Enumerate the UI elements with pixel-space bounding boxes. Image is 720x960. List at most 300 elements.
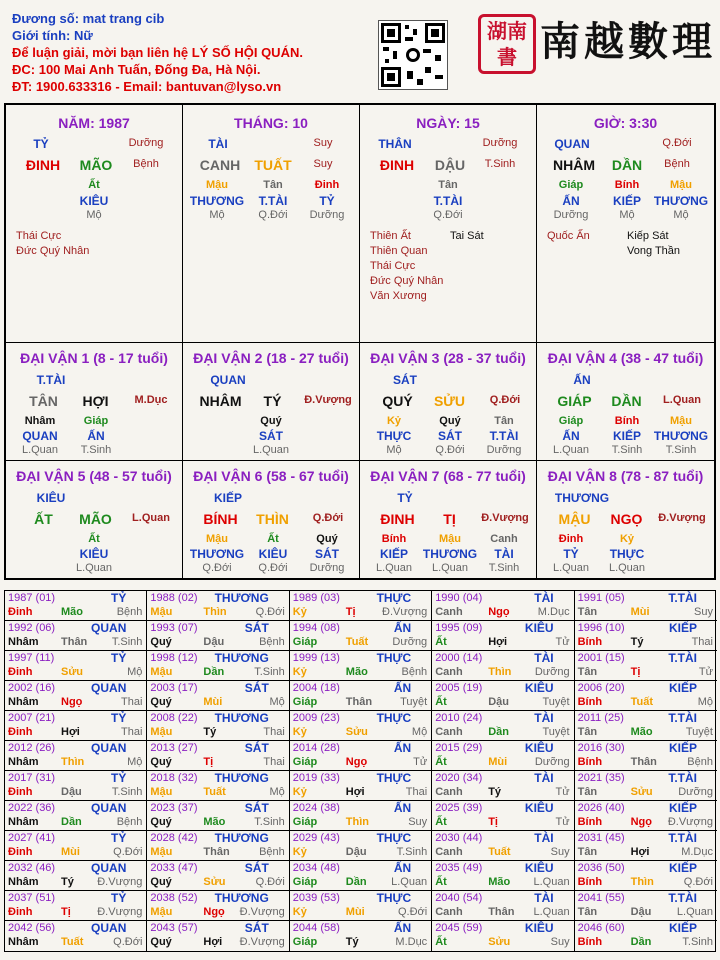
year-branch: Sửu: [488, 936, 511, 948]
dai-van-8: [537, 461, 714, 579]
year-branch: Thân: [488, 906, 515, 918]
note-item: Thiên Ất: [370, 230, 411, 242]
pillar-top-stage: Dưỡng: [482, 137, 518, 149]
year-label: 1999 (13): [292, 652, 340, 664]
year-cell: [147, 861, 289, 891]
year-stage: Mộ: [269, 696, 285, 708]
year-branch: Mão: [203, 816, 226, 828]
pillar-status: Suy: [313, 158, 333, 170]
year-branch: Dần: [61, 816, 82, 828]
dai-van-title: ĐẠI VẬN 2 (18 - 27 tuổi): [193, 350, 349, 366]
year-cell: [5, 801, 147, 831]
year-cell: [290, 771, 432, 801]
year-stage: Q.Đới: [255, 876, 285, 888]
note-item: Thái Cực: [16, 230, 62, 242]
year-stage: Q.Đới: [397, 906, 428, 918]
note-item: Quốc Ấn: [547, 230, 590, 242]
year-stem: Mậu: [150, 786, 173, 798]
year-cell: [5, 651, 147, 681]
qr-code-icon[interactable]: [378, 20, 448, 90]
note-item: Kiếp Sát: [627, 230, 669, 242]
hidden-stage: L.Quan: [75, 562, 113, 574]
year-god: KIẾP: [668, 801, 697, 815]
year-stage: Mộ: [127, 666, 143, 678]
year-stage: Suy: [550, 846, 570, 858]
year-label: 1992 (06): [8, 622, 56, 634]
header-info: [12, 10, 303, 95]
year-label: 2031 (45): [577, 832, 625, 844]
year-stage: Suy: [408, 816, 428, 828]
hidden-stage: Q.Đới: [258, 562, 288, 574]
year-god: TÀI: [534, 831, 554, 845]
year-stem: Tân: [577, 666, 598, 678]
year-stage: Tuyệt: [542, 726, 570, 738]
year-stem: Mậu: [150, 606, 173, 618]
year-stem: Kỷ: [292, 606, 307, 618]
year-stem: Tân: [577, 906, 598, 918]
year-stem: Canh: [435, 786, 463, 798]
year-branch: Thân: [61, 636, 88, 648]
year-god: KIÊU: [524, 741, 554, 755]
hidden-god: T.TÀI: [433, 194, 463, 208]
year-cell: [575, 621, 717, 651]
hidden-stem: Tân: [494, 415, 514, 427]
year-branch: Thìn: [488, 666, 512, 678]
year-label: 1996 (10): [577, 622, 625, 634]
hidden-god: THƯƠNG: [653, 194, 709, 208]
year-branch: Dậu: [345, 846, 367, 858]
year-stem: Giáp: [292, 636, 318, 648]
year-stem: Đinh: [8, 726, 33, 738]
dai-van-branch: MÃO: [79, 511, 112, 527]
hidden-god: SÁT: [438, 429, 462, 443]
year-stem: Giáp: [292, 756, 318, 768]
year-label: 2028 (42): [150, 832, 198, 844]
pillar-top-god: QUAN: [554, 137, 590, 151]
hidden-stem: Mậu: [206, 533, 228, 545]
year-stem: Giáp: [292, 936, 318, 948]
hidden-stem: Đinh: [558, 533, 584, 545]
hidden-stage: L.Quan: [608, 562, 646, 574]
year-branch: Tuất: [203, 786, 226, 798]
year-god: TÀI: [534, 591, 554, 605]
year-stem: Ất: [435, 636, 447, 648]
year-cell: [432, 621, 574, 651]
year-cell: [147, 591, 289, 621]
hidden-stem: Mậu: [206, 179, 228, 191]
year-label: 2015 (29): [435, 742, 483, 754]
year-god: KIẾP: [668, 621, 697, 635]
hidden-god: THƯƠNG: [422, 547, 478, 561]
year-stem: Tân: [577, 846, 598, 858]
year-cell: [290, 831, 432, 861]
year-stage: Tuyệt: [400, 696, 428, 708]
dai-van-god: THƯƠNG: [554, 491, 610, 505]
year-stem: Mậu: [150, 726, 173, 738]
address-line: ĐC: 100 Mai Anh Tuấn, Đống Đa, Hà Nội.: [12, 62, 261, 77]
year-stem: Nhâm: [8, 816, 39, 828]
year-branch: Tý: [61, 876, 74, 888]
year-branch: Mùi: [203, 696, 223, 708]
dai-van-title: ĐẠI VẬN 8 (78 - 87 tuổi): [547, 468, 704, 484]
hidden-god: ẤN: [87, 429, 105, 443]
year-branch: Mão: [61, 606, 83, 618]
year-cell: [432, 861, 574, 891]
year-branch: Sửu: [630, 786, 653, 798]
year-cell: [290, 891, 432, 921]
pillar-notes: [16, 229, 89, 259]
year-god: QUAN: [91, 861, 127, 875]
year-god: ẤN: [393, 921, 412, 935]
year-god: TỶ: [111, 771, 127, 785]
hidden-god: KIẾP: [379, 547, 408, 561]
year-stem: Nhâm: [8, 936, 39, 948]
hidden-god: THƯƠNG: [189, 194, 245, 208]
year-god: ẤN: [393, 861, 412, 875]
dai-van-branch: THÌN: [256, 511, 289, 527]
year-stage: Mộ: [269, 786, 285, 798]
hidden-stem: Mậu: [670, 179, 692, 191]
year-branch: Sửu: [203, 876, 226, 888]
year-god: TÀI: [534, 711, 554, 725]
year-cell: [575, 771, 717, 801]
pillar-3: [360, 105, 537, 343]
year-cell: [5, 891, 147, 921]
dai-van-status: Đ.Vượng: [658, 512, 706, 524]
dai-van-god: KIẾP: [213, 491, 242, 505]
year-branch: Dậu: [630, 906, 652, 918]
year-stage: Thai: [263, 756, 285, 768]
brand-logo: 南越數理: [540, 18, 716, 65]
hidden-stage: L.Quan: [431, 562, 469, 574]
year-stage: Q.Đới: [113, 846, 143, 858]
dai-van-stem: ĐINH: [380, 511, 415, 527]
hidden-stage: Q.Đới: [202, 562, 232, 574]
year-stage: T.Sinh: [111, 786, 143, 798]
hidden-stage: T.Sinh: [665, 444, 697, 456]
hidden-stem: Ất: [88, 179, 100, 191]
hidden-stage: Mộ: [619, 209, 635, 221]
year-label: 2008 (22): [150, 712, 198, 724]
year-stage: Đ.Vượng: [97, 906, 143, 918]
year-label: 2017 (31): [8, 772, 56, 784]
year-branch: Tý: [630, 636, 644, 648]
year-cell: [432, 771, 574, 801]
year-label: 2043 (57): [150, 922, 198, 934]
year-stem: Ất: [435, 756, 447, 768]
year-stage: Thai: [120, 696, 143, 708]
year-god: ẤN: [393, 681, 412, 695]
year-stage: L.Quan: [676, 906, 713, 918]
hidden-stage: L.Quan: [21, 444, 59, 456]
year-god: THƯƠNG: [214, 591, 269, 605]
hidden-stage: Q.Đới: [258, 209, 288, 221]
pillar-notes: [547, 229, 590, 244]
year-stage: Mộ: [411, 726, 428, 738]
year-cell: [5, 591, 147, 621]
year-cell: [290, 591, 432, 621]
year-stem: Kỷ: [292, 666, 307, 678]
pillar-title: GIỜ: 3:30: [593, 115, 658, 131]
year-cell: [575, 921, 717, 951]
year-label: 2013 (27): [150, 742, 198, 754]
year-branch: Tý: [345, 936, 359, 948]
note-item: Đức Quý Nhân: [370, 275, 444, 287]
year-god: TÀI: [534, 891, 554, 905]
hidden-stem: Quý: [260, 415, 282, 427]
year-stage: T.Sinh: [111, 636, 143, 648]
year-branch: Thân: [345, 696, 373, 708]
year-stage: L.Quan: [391, 876, 428, 888]
dai-van-2: [183, 343, 360, 461]
year-branch: Thìn: [61, 756, 85, 768]
hidden-stem: Giáp: [83, 415, 109, 427]
year-branch: Dậu: [488, 696, 509, 708]
dai-van-god: TỶ: [397, 491, 413, 505]
year-cell: [147, 921, 289, 951]
year-branch: Thìn: [345, 816, 370, 828]
dai-van-status: L.Quan: [132, 512, 170, 524]
year-label: 2024 (38): [292, 802, 340, 814]
hidden-stage: Q.Đới: [433, 209, 463, 221]
year-branch: Dần: [345, 876, 367, 888]
hidden-stage: Dưỡng: [309, 562, 345, 574]
year-branch: Dậu: [203, 636, 225, 648]
year-label: 2034 (48): [292, 862, 340, 874]
pillar-top-stage: Dưỡng: [128, 137, 164, 149]
year-stage: Tử: [555, 636, 570, 648]
year-label: 2025 (39): [435, 802, 483, 814]
note-item: Tai Sát: [450, 230, 484, 242]
year-stage: Đ.Vượng: [239, 936, 285, 948]
hidden-god: KIẾP: [612, 194, 641, 208]
year-god: T.TÀI: [668, 711, 697, 725]
year-stem: Giáp: [292, 816, 318, 828]
year-stage: M.Dục: [681, 846, 713, 858]
year-stage: Tuyệt: [685, 726, 713, 738]
hidden-stem: Kỷ: [619, 533, 635, 545]
year-stem: Bính: [577, 696, 603, 708]
year-god: QUAN: [91, 621, 127, 635]
year-stage: Q.Đới: [255, 606, 285, 618]
year-label: 2039 (53): [292, 892, 340, 904]
hidden-god: ẤN: [562, 429, 580, 443]
year-stage: Bệnh: [687, 756, 713, 768]
hidden-stage: L.Quan: [252, 444, 290, 456]
hidden-god: KIẾP: [612, 429, 641, 443]
hidden-stem: Canh: [490, 533, 518, 545]
hidden-stem: Tân: [263, 179, 283, 191]
year-label: 2021 (35): [577, 772, 625, 784]
note-item: Vong Thần: [627, 245, 681, 257]
pillar-4: [537, 105, 714, 343]
year-branch: Tị: [61, 906, 71, 918]
year-stage: T.Sinh: [254, 666, 285, 678]
year-god: THƯƠNG: [214, 651, 269, 665]
hidden-god: T.TÀI: [258, 194, 288, 208]
year-stage: Bệnh: [116, 606, 143, 618]
year-cell: [290, 741, 432, 771]
year-stem: Bính: [577, 816, 603, 828]
year-stage: Tử: [413, 756, 428, 768]
year-god: KIÊU: [524, 861, 554, 875]
year-branch: Dần: [630, 936, 652, 948]
year-god: KIÊU: [524, 921, 554, 935]
hidden-stem: Nhâm: [24, 415, 56, 427]
year-stage: Đ.Vượng: [239, 906, 285, 918]
year-god: TỶ: [111, 591, 127, 605]
year-cell: [147, 741, 289, 771]
year-branch: Ngọ: [488, 606, 510, 618]
dai-van-god: QUAN: [210, 373, 246, 387]
year-label: 2006 (20): [577, 682, 625, 694]
year-stem: Đinh: [8, 786, 33, 798]
year-stem: Ất: [435, 936, 447, 948]
dai-van-branch: TÝ: [263, 393, 282, 409]
dai-van-6: [183, 461, 360, 579]
year-cell: [575, 591, 717, 621]
hidden-god: THỰC: [376, 429, 412, 443]
year-stage: Mộ: [697, 696, 713, 708]
year-branch: Tý: [203, 726, 217, 738]
year-stage: Suy: [550, 936, 570, 948]
year-branch: Mùi: [630, 606, 650, 618]
year-god: QUAN: [91, 681, 127, 695]
year-cell: [290, 921, 432, 951]
pillar-branch: TUẤT: [254, 157, 292, 173]
year-god: TỶ: [111, 831, 127, 845]
year-branch: Mùi: [345, 906, 365, 918]
year-stage: Q.Đới: [683, 876, 713, 888]
year-label: 2037 (51): [8, 892, 56, 904]
year-cell: [432, 591, 574, 621]
year-stage: Bệnh: [401, 666, 428, 678]
pillar-title: NGÀY: 15: [416, 115, 480, 131]
pillar-stem: ĐINH: [379, 157, 415, 173]
dai-van-branch: DẦN: [611, 393, 642, 409]
hidden-god: KIÊU: [258, 547, 288, 561]
year-cell: [290, 801, 432, 831]
year-label: 1997 (11): [8, 652, 55, 664]
year-label: 2040 (54): [435, 892, 483, 904]
hidden-stem: Bính: [381, 533, 407, 545]
hidden-god: KIÊU: [79, 194, 109, 208]
year-label: 1994 (08): [292, 622, 340, 634]
year-label: 1995 (09): [435, 622, 483, 634]
hidden-stage: T.Sinh: [488, 562, 520, 574]
hidden-stem: Kỷ: [386, 415, 402, 427]
year-stem: Canh: [435, 606, 463, 618]
pillar-status: Bệnh: [664, 158, 690, 170]
year-label: 2022 (36): [8, 802, 56, 814]
year-stem: Đinh: [8, 606, 33, 618]
year-stem: Đinh: [8, 846, 33, 858]
year-label: 2033 (47): [150, 862, 198, 874]
year-god: KIẾP: [668, 921, 697, 935]
year-cell: [147, 801, 289, 831]
year-stage: Dưỡng: [534, 666, 570, 678]
year-label: 2007 (21): [8, 712, 56, 724]
year-label: 1988 (02): [150, 592, 198, 604]
year-stage: Thai: [691, 636, 713, 648]
year-stem: Kỷ: [292, 786, 307, 798]
note-item: Thiên Quan: [370, 245, 428, 257]
year-branch: Mùi: [488, 756, 508, 768]
hidden-stage: Dưỡng: [486, 444, 522, 456]
hidden-stem: Bính: [614, 415, 640, 427]
year-branch: Thìn: [630, 876, 654, 888]
year-label: 2042 (56): [8, 922, 56, 934]
year-label: 2003 (17): [150, 682, 198, 694]
year-stem: Nhâm: [8, 876, 39, 888]
pillar-notes: [370, 229, 443, 304]
year-stem: Bính: [577, 876, 603, 888]
year-god: TÀI: [534, 651, 554, 665]
year-label: 2011 (25): [577, 712, 624, 724]
year-god: KIÊU: [524, 681, 554, 695]
year-stage: Mộ: [127, 756, 143, 768]
pillar-branch: DẬU: [434, 157, 466, 173]
pillar-notes-2: [627, 229, 680, 259]
dai-van-god: SÁT: [393, 373, 417, 387]
dai-van-status: Q.Đới: [312, 512, 344, 524]
year-cell: [5, 831, 147, 861]
hidden-god: KIÊU: [79, 547, 109, 561]
year-stem: Mậu: [150, 666, 173, 678]
hidden-stage: Mộ: [386, 444, 402, 456]
year-label: 2012 (26): [8, 742, 56, 754]
pillar-top-god: TỶ: [33, 137, 49, 151]
dai-van-title: ĐẠI VẬN 4 (38 - 47 tuổi): [547, 350, 704, 366]
year-stem: Đinh: [8, 906, 33, 918]
dai-van-title: ĐẠI VẬN 3 (28 - 37 tuổi): [370, 350, 526, 366]
year-cell: [147, 891, 289, 921]
year-god: KIÊU: [524, 621, 554, 635]
year-cell: [432, 711, 574, 741]
dai-van-title: ĐẠI VẬN 6 (58 - 67 tuổi): [193, 468, 349, 484]
year-branch: Tý: [488, 786, 502, 798]
year-branch: Dần: [203, 666, 225, 678]
hidden-stage: T.Sinh: [611, 444, 643, 456]
gender-line: Giới tính: Nữ: [12, 28, 93, 43]
year-god: SÁT: [244, 801, 269, 815]
year-god: THƯƠNG: [214, 771, 269, 785]
year-cell: [432, 651, 574, 681]
year-branch: Hợi: [203, 936, 223, 948]
pillar-title: NĂM: 1987: [58, 115, 130, 131]
hidden-god: THƯƠNG: [653, 429, 709, 443]
year-cell: [147, 681, 289, 711]
dai-van-god: ẤN: [573, 373, 591, 387]
dai-van-title: ĐẠI VẬN 7 (68 - 77 tuổi): [370, 468, 526, 484]
dai-van-branch: TỊ: [443, 511, 456, 527]
year-branch: Hợi: [488, 636, 508, 648]
year-stage: Dưỡng: [534, 756, 570, 768]
year-label: 2044 (58): [292, 922, 340, 934]
year-label: 1991 (05): [577, 592, 625, 604]
year-cell: [290, 861, 432, 891]
pillar-branch: MÃO: [79, 157, 113, 173]
year-stage: Tử: [555, 816, 570, 828]
dai-van-stem: ẤT: [34, 511, 53, 527]
year-god: THỰC: [376, 891, 412, 905]
year-label: 2038 (52): [150, 892, 198, 904]
year-label: 1990 (04): [435, 592, 483, 604]
hidden-god: TÀI: [494, 547, 514, 561]
year-stem: Ất: [435, 696, 447, 708]
note-item: Văn Xương: [370, 290, 427, 302]
year-stage: Q.Đới: [113, 936, 143, 948]
